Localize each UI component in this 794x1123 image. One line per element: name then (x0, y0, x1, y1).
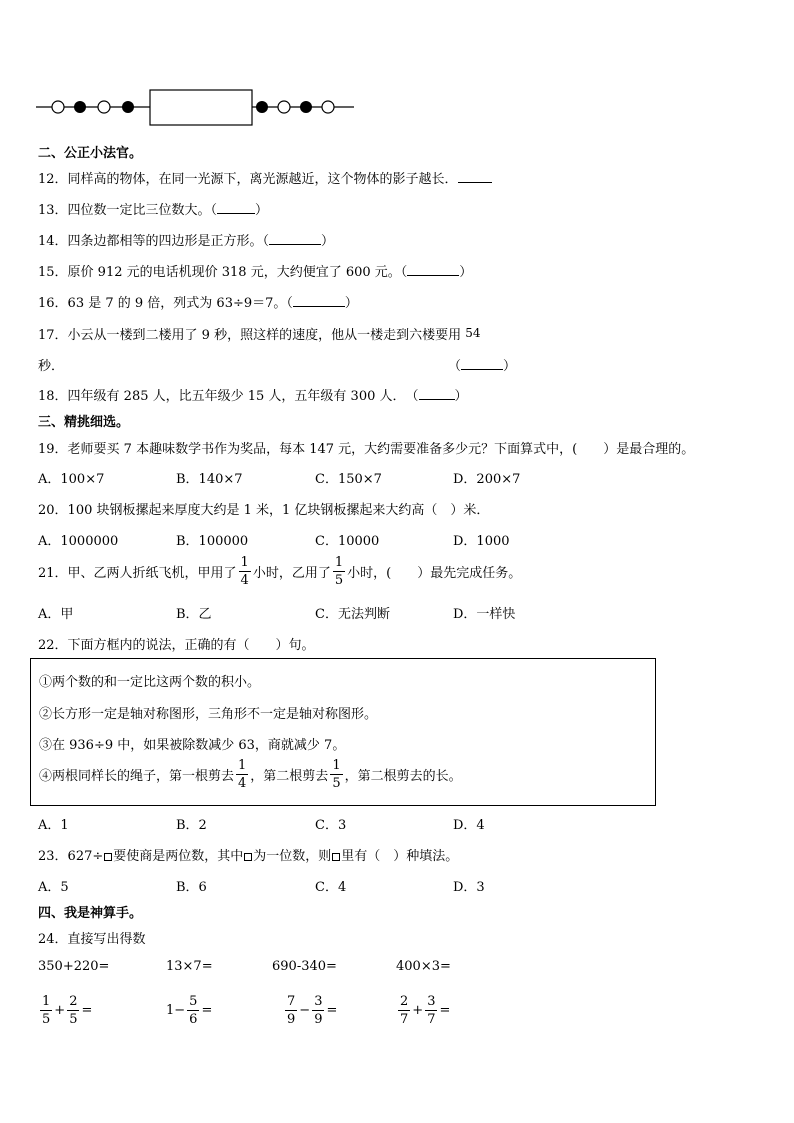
blank-rectangle (150, 90, 252, 125)
answer-blank[interactable] (269, 232, 321, 245)
box-symbol (332, 853, 340, 861)
option-a[interactable]: A．100×7 (38, 472, 105, 487)
answer-blank[interactable] (217, 201, 255, 214)
bead-solid (300, 101, 312, 113)
question-18: 18．四年级有 285 人，比五年级少 15 人，五年级有 300 人． （ ） (38, 389, 468, 404)
fraction: $\frac{1}{4}$ (240, 555, 249, 588)
question-23: 23．627÷ 要使商是两位数，其中 为一位数，则 里有（ ）种填法。 (38, 849, 459, 864)
bead-hollow (322, 101, 334, 113)
option-d[interactable]: D．4 (453, 818, 485, 833)
bead-hollow (98, 101, 110, 113)
option-d[interactable]: D．3 (453, 880, 485, 895)
option-b[interactable]: B．乙 (176, 607, 212, 622)
option-d[interactable]: D．一样快 (453, 607, 516, 622)
bead-hollow (52, 101, 64, 113)
option-d[interactable]: D．1000 (453, 534, 510, 549)
answer-blank[interactable] (407, 263, 459, 276)
answer-blank[interactable] (461, 357, 503, 370)
option-a[interactable]: A．5 (38, 880, 69, 895)
section-4-title: 四、我是神算手。 (38, 906, 143, 921)
option-c[interactable]: C．4 (315, 880, 347, 895)
calc-item: 13×7= (166, 959, 213, 974)
calc-item: 690-340= (272, 959, 337, 974)
option-c[interactable]: C．10000 (315, 534, 380, 549)
option-b[interactable]: B．2 (176, 818, 207, 833)
question-17-line1: 17．小云从一楼到二楼用了 9 秒，照这样的速度，他从一楼走到六楼要用 54 (38, 326, 481, 343)
bead-solid (122, 101, 134, 113)
bead-counter-diagram (36, 88, 360, 130)
question-24: 24．直接写出得数 (38, 932, 146, 947)
calc-item: 350+220= (38, 959, 110, 974)
option-b[interactable]: B．6 (176, 880, 207, 895)
question-20: 20．100 块钢板摞起来厚度大约是 1 米，1 亿块钢板摞起来大约高（ ）米． (38, 503, 490, 518)
question-19: 19．老师要买 7 本趣味数学书作为奖品，每本 147 元，大约需要准备多少元？下面算式中，( ）是最合理的。 (38, 442, 695, 457)
answer-blank[interactable] (458, 170, 492, 183)
question-15: 15．原价 912 元的电话机现价 318 元，大约便宜了 600 元。（ ） (38, 265, 473, 280)
section-2-title: 二、公正小法官。 (38, 146, 143, 161)
statement-1: ①两个数的和一定比这两个数的积小。 (39, 675, 261, 690)
question-14: 14．四条边都相等的四边形是正方形。（ ） (38, 234, 335, 249)
box-symbol (104, 853, 112, 861)
calc-fraction-2: 1− $\frac{5}{6}$ = (166, 994, 213, 1027)
fraction: $\frac{1}{5}$ (332, 758, 341, 791)
answer-blank[interactable] (293, 294, 345, 307)
option-a[interactable]: A．1 (38, 818, 69, 833)
option-d[interactable]: D．200×7 (453, 472, 521, 487)
question-16: 16．63 是 7 的 9 倍，列式为 63÷9＝7。（ ） (38, 296, 358, 311)
option-c[interactable]: C．150×7 (315, 472, 382, 487)
bead-solid (74, 101, 86, 113)
statement-3: ③在 936÷9 中，如果被除数减少 63，商就减少 7。 (39, 738, 346, 753)
calc-fraction-1: $\frac{1}{5}$ + $\frac{2}{5}$ = (42, 994, 93, 1027)
question-17-line2: 秒． (38, 359, 65, 374)
question-13: 13．四位数一定比三位数大。（ ） (38, 203, 269, 218)
option-c[interactable]: C．无法判断 (315, 607, 390, 622)
question-12: 12．同样高的物体，在同一光源下，离光源越近，这个物体的影子越长． (38, 168, 492, 187)
option-a[interactable]: A．甲 (38, 607, 74, 622)
bead-solid (256, 101, 268, 113)
question-21: 21．甲、乙两人折纸飞机，甲用了 $\frac{1}{4}$ 小时，乙用了 $\frac{1}{5}$ 小时，( ）最先完成任务。 (38, 555, 522, 588)
statements-box (30, 658, 656, 806)
section-3-title: 三、精挑细选。 (38, 415, 130, 430)
option-a[interactable]: A．1000000 (38, 534, 119, 549)
statement-2: ②长方形一定是轴对称图形，三角形不一定是轴对称图形。 (39, 707, 378, 722)
option-b[interactable]: B．140×7 (176, 472, 243, 487)
answer-blank[interactable] (419, 387, 455, 400)
fraction: $\frac{1}{4}$ (238, 758, 247, 791)
calc-item: 400×3= (396, 959, 451, 974)
statement-4: ④两根同样长的绳子，第一根剪去 $\frac{1}{4}$ ，第二根剪去 $\frac{1}{5}$ ，第二根剪去的长。 (39, 758, 462, 791)
option-c[interactable]: C．3 (315, 818, 347, 833)
option-b[interactable]: B．100000 (176, 534, 249, 549)
question-17-answer: （ ） (448, 359, 517, 374)
calc-fraction-3: $\frac{7}{9}$ − $\frac{3}{9}$ = (287, 994, 338, 1027)
calc-fraction-4: $\frac{2}{7}$ + $\frac{3}{7}$ = (400, 994, 451, 1027)
bead-hollow (278, 101, 290, 113)
fraction: $\frac{1}{5}$ (334, 555, 344, 588)
box-symbol (244, 853, 252, 861)
question-22: 22．下面方框内的说法，正确的有（ ）句。 (38, 638, 315, 653)
